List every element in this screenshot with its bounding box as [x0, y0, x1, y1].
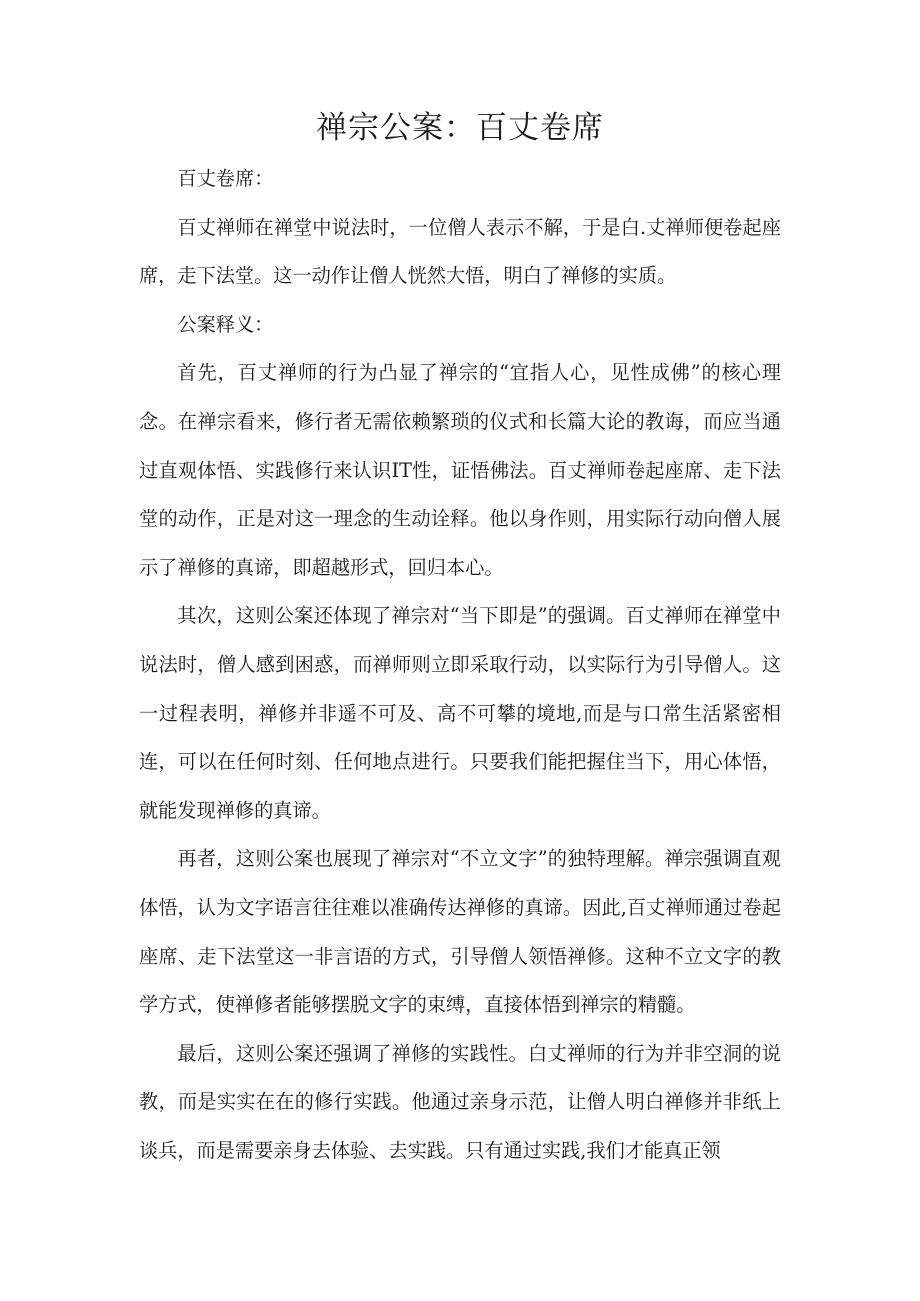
explanation-paragraph-second: 其次，这则公案还体现了禅宗对“当下即是”的强调。百丈禅师在禅堂中说法时，僧人感到困惑，而禅师则立即采取行动，以实际行为引导僧人。这一过程表明，禅修并非遥不可及、高不可攀的境地,而是与口常生活紧密相连，可以在任何时刻、任何地点进行。只要我们能把握住当下，用心体悟，就能发现禅修的真谛。: [139, 604, 781, 822]
document-title: 禅宗公案：百丈卷席: [316, 110, 604, 146]
explanation-paragraph-third: 再者，这则公案也展现了禅宗对“不立文字”的独特理解。禅宗强调直观体悟，认为文字语言往往难以准确传达禅修的真谛。因此,百丈禅师通过卷起座席、走下法堂这一非言语的方式，引导僧人领悟禅修。这种不立文字的教学方式，使禅修者能够摆脱文字的束缚，直接体悟到禅宗的精髓。: [139, 847, 781, 1017]
story-paragraph: 百丈禅师在禅堂中说法时，一位僧人表示不解，于是白.丈禅师便卷起座席，走下法堂。这一动作让僧人恍然大悟，明白了禅修的实质。: [139, 215, 781, 288]
section-heading-story: 百丈卷席：: [177, 167, 274, 190]
section-heading-explanation: 公案释义：: [177, 312, 274, 336]
document-body: [139, 155, 781, 1175]
explanation-paragraph-first: 首先，百丈禅师的行为凸显了禅宗的“宜指人心，见性成佛”的核心理念。在禅宗看来，修行者无需依赖繁琐的仪式和长篇大论的教诲，而应当通过直观体悟、实践修行来认识IT性，证悟佛法。百丈禅师卷起座席、走下法堂的动作，正是对这一理念的生动诠释。他以身作则，用实际行动向僧人展示了禅修的真谛，即超越形式，回归本心。: [139, 361, 781, 579]
explanation-paragraph-last: 最后，这则公案还强调了禅修的实践性。白丈禅师的行为并非空洞的说教，而是实实在在的修行实践。他通过亲身示范，让僧人明白禅修并非纸上谈兵，而是需要亲身去体验、去实践。只有通过实践,我们才能真正领: [139, 1041, 781, 1162]
